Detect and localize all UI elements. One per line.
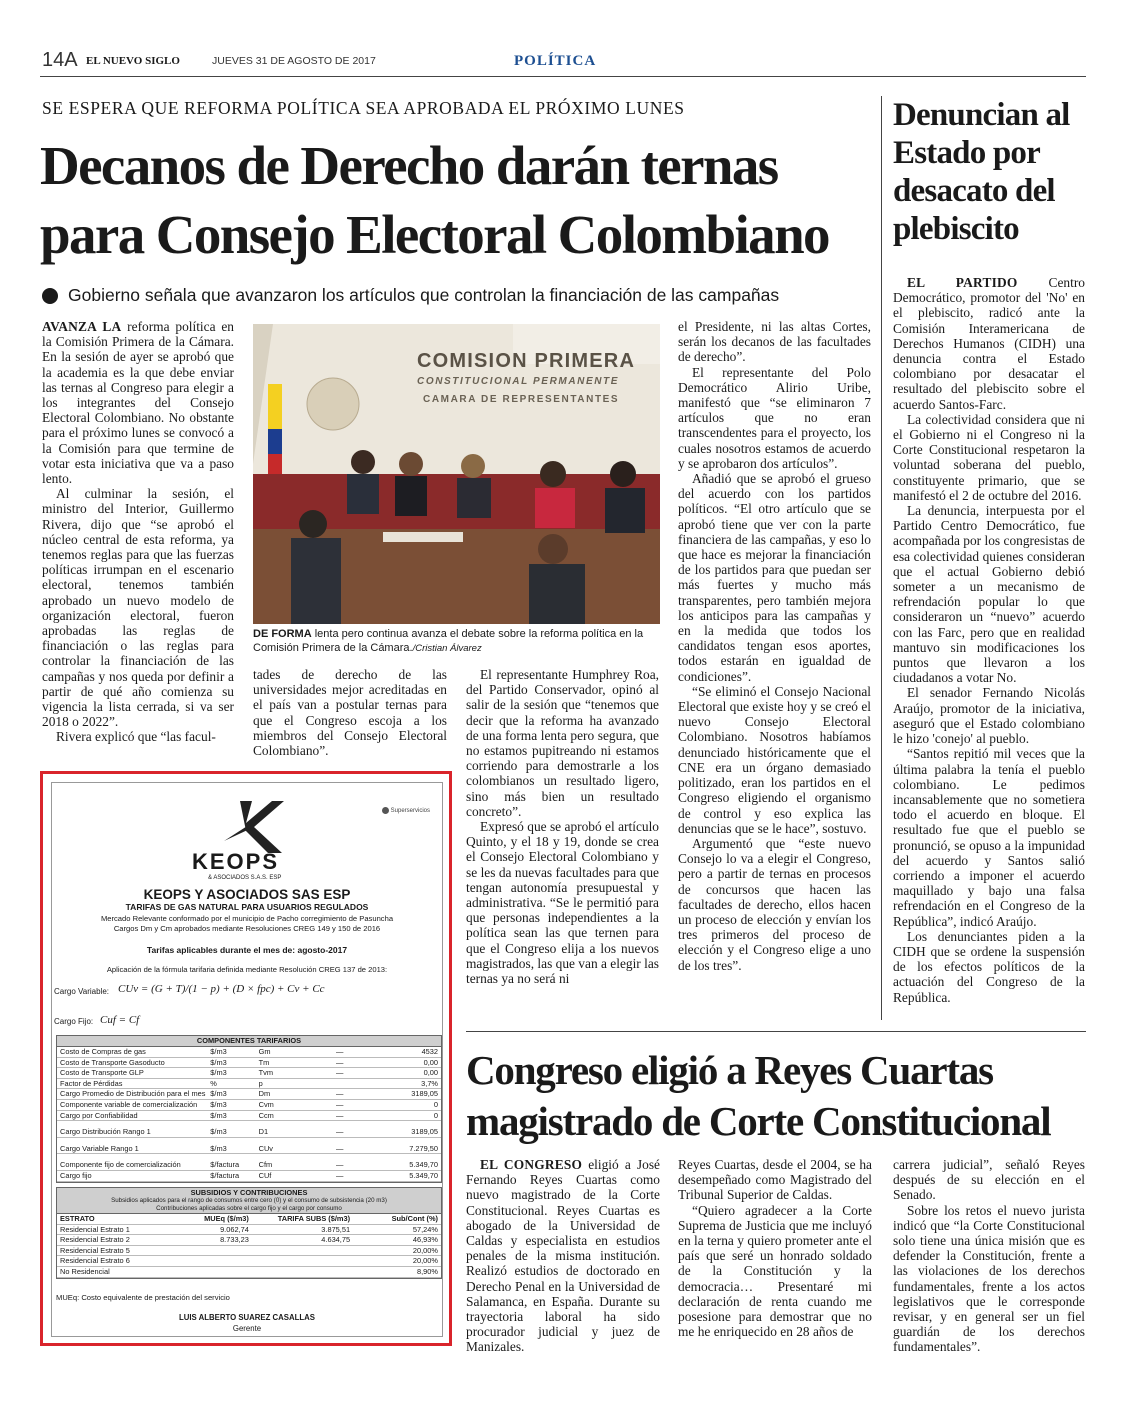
subsidies-cell: [154, 1267, 251, 1277]
component-val: 0,00: [423, 1057, 439, 1067]
caption-lead: DE FORMA: [253, 628, 312, 640]
ad-formula-note: Aplicación de la fórmula tarifaria definida mediante Resolución CREG 137 de 2013:: [106, 965, 388, 974]
second-story-rule: [466, 1031, 1086, 1032]
photo-wall-title: COMISION PRIMERA: [417, 350, 636, 372]
component-dash: —: [335, 1110, 344, 1120]
component-dash: —: [335, 1068, 344, 1078]
second-headline-line-1: Congreso eligió a Reyes Cuartas: [466, 1047, 993, 1093]
keops-brand: KEOPS: [192, 849, 280, 874]
photo-credit: /Cristian Álvarez: [412, 643, 482, 654]
subsidies-table: [56, 1187, 442, 1279]
superservicios-icon: [382, 807, 389, 814]
component-val: 5.349,70: [409, 1170, 439, 1180]
component-sym: Tvm: [258, 1068, 273, 1078]
cargo-fijo-label: Cargo Fijo:: [54, 1017, 94, 1026]
ad-subtitle: TARIFAS DE GAS NATURAL PARA USUARIOS REGULADOS: [125, 902, 369, 912]
component-unit: $/m3: [210, 1110, 227, 1120]
subsidies-column-header: MUEq ($/m3): [204, 1214, 249, 1223]
component-row: [57, 1111, 441, 1122]
subsidies-row: [57, 1246, 441, 1257]
component-name: Factor de Pérdidas: [60, 1078, 123, 1088]
component-name: Cargo Promedio de Distribución para el mes: [60, 1089, 206, 1099]
component-unit: $/m3: [210, 1143, 227, 1153]
components-header: COMPONENTES TARIFARIOS: [57, 1036, 441, 1047]
main-headline-line-2: para Consejo Electoral Colombiano: [40, 204, 829, 265]
ad-signer: LUIS ALBERTO SUAREZ CASALLAS: [178, 1313, 315, 1322]
subsidies-cell: Residencial Estrato 5: [60, 1245, 130, 1255]
component-val: 0,00: [423, 1068, 439, 1078]
photo-wall-line-2: CONSTITUCIONAL PERMANENTE: [417, 376, 620, 387]
subsidies-rows: [57, 1225, 441, 1278]
component-row: [57, 1127, 441, 1138]
component-val: 3189,05: [411, 1089, 439, 1099]
component-name: Costo de Compras de gas: [60, 1047, 146, 1056]
cargo-fijo-formula: Cuf = Cf: [100, 1014, 140, 1026]
component-sym: p: [258, 1078, 263, 1088]
component-name: Componente fijo de comercialización: [60, 1160, 181, 1170]
page-number: 14A: [42, 49, 78, 71]
component-unit: %: [210, 1078, 217, 1088]
component-sym: Cfm: [258, 1160, 273, 1170]
component-name: Componente variable de comercialización: [60, 1099, 198, 1109]
component-unit: $/m3: [210, 1099, 227, 1109]
superservicios-badge: Superservicios: [382, 807, 430, 814]
component-name: Cargo fijo: [60, 1170, 92, 1180]
component-name: Cargo Variable Rango 1: [60, 1143, 139, 1153]
subsidies-cell: 20,00%: [412, 1245, 438, 1255]
cargo-variable-label: Cargo Variable:: [54, 987, 109, 996]
paper-name: EL NUEVO SIGLO: [86, 55, 180, 67]
subsidies-cell: 57,24%: [412, 1224, 438, 1234]
subsidies-cell: 20,00%: [412, 1256, 438, 1266]
component-row: [57, 1160, 441, 1171]
second-column-3: carrera judicial”, señaló Reyes después de su elección en el Senado. Sobre los retos el nuevo jurista indicó que “la Corte Constitucional solo tiene una única misión que es defender la Constitución, frente a las violaciones de los derechos fundamentales, frente a los actos legislativos que le corresponde revisar, y en general ser un fiel guardián de los derechos fundamentales”.: [893, 1157, 1085, 1355]
component-unit: $/m3: [210, 1057, 227, 1067]
component-sym: Cvm: [258, 1099, 274, 1109]
photo-caption: [253, 627, 658, 656]
subsidies-cell: Residencial Estrato 2: [60, 1235, 130, 1245]
component-row: [57, 1058, 441, 1069]
component-sym: Gm: [258, 1047, 271, 1056]
subsidies-cell: No Residencial: [60, 1266, 110, 1276]
keops-brand-sub: & ASOCIADOS S.A.S. ESP: [208, 875, 282, 881]
component-sym: Tm: [258, 1057, 270, 1067]
subsidies-cell: 8.733,23: [220, 1235, 249, 1245]
subsidies-cell: [252, 1256, 353, 1266]
main-column-1: AVANZA LA reforma política en la Comisión Primera de la Cámara. En la sesión de ayer se aprobó que la academia es la que debe enviar las ternas al Congreso para elegir a los integrantes del Consejo Electoral Colombiano. No obstante para el próximo lunes se convocó a la Comisión para que termine de votar esta iniciativa que va a paso lento. Al culminar la sesión, el ministro del Interior, Guillermo Rivera, dijo que “se aprobó el núcleo central de esta reforma, ya tenemos reglas para que las fuerzas políticas irrumpan en el escenario electoral, tenemos también aprobado un nuevo modelo de organización electoral, fueron aprobadas las reglas de financiación o las reglas para controlar la financiación de las campañas y nos queda por definir a partir de qué año comienza su vigencia la lista cerrada, si va ser 2018 o 2022”. Rivera explicó que “las facul-: [42, 319, 234, 745]
keops-logo-icon: [200, 797, 300, 857]
component-sym: D1: [258, 1127, 269, 1137]
ad-signer-title: Gerente: [232, 1324, 262, 1333]
component-row: [57, 1079, 441, 1090]
ad-title: KEOPS Y ASOCIADOS SAS ESP: [143, 887, 351, 902]
ad-line-2: Cargos Dm y Cm aprobados mediante Resoluciones CREG 149 y 150 de 2016: [113, 924, 381, 933]
header-rule: [40, 76, 1086, 77]
component-dash: —: [335, 1089, 344, 1099]
subsidies-row: [57, 1225, 441, 1236]
component-dash: —: [335, 1099, 344, 1109]
keops-ad: [40, 771, 452, 1346]
component-unit: $/m3: [210, 1089, 227, 1099]
subsidies-row: [57, 1267, 441, 1278]
component-val: 4532: [421, 1047, 439, 1056]
subsidies-cell: Residencial Estrato 6: [60, 1256, 130, 1266]
component-row: [57, 1047, 441, 1058]
subsidies-row: [57, 1256, 441, 1267]
component-name: Costo de Transporte GLP: [60, 1068, 144, 1078]
photo-wall-line-3: CAMARA DE REPRESENTANTES: [423, 394, 620, 405]
subsidies-cell: [252, 1246, 353, 1256]
ad-footnote: MUEq: Costo equivalente de prestación del servicio: [56, 1293, 230, 1302]
component-dash: —: [335, 1127, 344, 1137]
side-body: EL PARTIDO Centro Democrático, promotor del 'No' en el plebiscito, radicó ante la Comisión Interamericana de Derechos Humanos (CIDH) una denuncia contra el Estado colombiano por desacatar el resultado del plebiscito sobre el acuerdo Santos-Farc. La colectividad considera que ni el Gobierno ni el Congreso ni la Corte Constitucional respetaron la voluntad soberana del pueblo, constituyente primario, que se manifestó el 2 de octubre del 2016. La denuncia, interpuesta por el Partido Centro Democrático, fue acompañada por los congresistas de esa colectividad quienes consideran que el actual Gobierno debió someter a un mecanismo de refrendación popular lo que consideraron un “nuevo” acuerdo con las Farc, pero que en realidad mantuvo sin modificaciones los puntos que llevaron a los ciudadanos a votar No. El senador Fernando Nicolás Araújo, promotor de la iniciativa, aseguró que el Estado colombiano le hizo 'conejo' al pueblo. “Santos repitió mil veces que la última palabra la tenía el pueblo colombiano. Le pedimos incansablemente que no sometiera todo el acuerdo en bloque. El resultado fue que el pueblo se pronunció, se opuso a la impunidad del acuerdo y Santos salió corriendo a imponer el acuerdo maquillado y bajo una falsa refrendación en el Congreso de la República”, indicó Araújo. Los denunciantes piden a la CIDH que se ordene la suspensión de los efectos políticos de la actuación del Congreso de la República.: [893, 275, 1085, 1005]
component-val: 5.349,70: [409, 1160, 439, 1170]
second-headline-line-2: magistrado de Corte Constitucional: [466, 1098, 1051, 1144]
subsidies-column-header: ESTRATO: [60, 1214, 95, 1223]
component-unit: $/factura: [210, 1160, 240, 1170]
component-unit: $/m3: [210, 1127, 227, 1137]
second-column-2: Reyes Cuartas, desde el 2004, se ha desempeñado como Magistrado del Tribunal Superior de Caldas. “Quiero agradecer a la Corte Suprema de Justicia que me incluyó en la terna y quiero prometer ante el país que seré un honrado soldado de la Constitución y la democracia… Presentaré mi declaración de renta cuando me posesione para demostrar que no me he enriquecido en 28 años de: [678, 1157, 872, 1340]
ad-period: Tarifas aplicables durante el mes de: agosto-2017: [146, 945, 348, 955]
components-rows: [57, 1047, 441, 1182]
subsidies-column-header: Sub/Cont (%): [391, 1214, 438, 1223]
component-unit: $/m3: [210, 1068, 227, 1078]
subsidies-cell: [154, 1246, 251, 1256]
subsidies-cell: [154, 1256, 251, 1266]
subsidies-cell: 8,90%: [417, 1266, 438, 1276]
component-dash: —: [335, 1170, 344, 1180]
page-header: [40, 46, 1086, 76]
bullet-icon: [42, 288, 58, 304]
sidebar-divider: [881, 96, 882, 1020]
subsidies-note-1: Subsidios aplicados para el rango de consumos entre cero (0) y el consumo de subsistencia (20 m3): [57, 1197, 441, 1205]
subsidies-column-headers: [57, 1214, 441, 1225]
cargo-variable-formula: CUv = (G + T)/(1 − p) + (D × fpc) + Cv + Cc: [118, 983, 325, 995]
main-headline-line-1: Decanos de Derecho darán ternas: [40, 135, 778, 196]
component-name: Cargo por Confiabilidad: [60, 1110, 138, 1120]
subhead-text: Gobierno señala que avanzaron los artículos que controlan la financiación de las campañas: [68, 285, 780, 305]
components-table: [56, 1035, 442, 1183]
component-row: [57, 1089, 441, 1100]
section-label: POLÍTICA: [514, 53, 597, 69]
component-dash: —: [335, 1143, 344, 1153]
component-sym: Ccm: [258, 1110, 274, 1120]
second-column-1: EL CONGRESO eligió a José Fernando Reyes Cuartas como nuevo magistrado de la Corte Constitucional. Reyes Cuartas es abogado de la Universidad de Caldas y especialista en estudios penales de la misma institución. Realizó estudios de doctorado en Derecho Penal en la Universidad de Salamanca, en España. Durante su trayectoria laboral ha sido procurador judicial y juez de Manizales.: [466, 1157, 660, 1355]
component-val: 0: [433, 1099, 439, 1109]
component-sym: CUf: [258, 1170, 272, 1180]
session-photo: [253, 324, 660, 624]
issue-date: JUEVES 31 DE AGOSTO DE 2017: [212, 55, 376, 67]
subsidies-note-2: Contribuciones aplicadas sobre el cargo fijo y el cargo por consumo: [57, 1205, 441, 1214]
caption-text: lenta pero continua avanza el debate sobre la reforma política en la Comisión Primera de la Cámara.: [253, 628, 644, 654]
component-dash: —: [335, 1057, 344, 1067]
component-row: [57, 1171, 441, 1182]
subsidies-row: [57, 1235, 441, 1246]
subsidies-column-header: TARIFA SUBS ($/m3): [277, 1214, 351, 1223]
component-row: [57, 1100, 441, 1111]
component-dash: [317, 1079, 361, 1089]
ad-line-1: Mercado Relevante conformado por el municipio de Pacho corregimiento de Pasuncha: [100, 914, 394, 923]
subsidies-cell: 9.062,74: [220, 1224, 249, 1234]
component-unit: $/m3: [210, 1047, 227, 1056]
component-row: [57, 1144, 441, 1155]
component-val: 3,7%: [421, 1078, 439, 1088]
side-headline: Denuncian al Estado por desacato del plebiscito: [893, 97, 1070, 247]
component-val: 7.279,50: [409, 1143, 439, 1153]
subsidies-cell: [252, 1267, 353, 1277]
ad-inner: [51, 782, 443, 1337]
subsidies-cell: 3.875,51: [321, 1224, 351, 1234]
component-row: [57, 1068, 441, 1079]
main-column-3: El representante Humphrey Roa, del Partido Conservador, opinó al salir de la sesión que “tenemos que decir que la reforma ha avanzado de una forma lenta pero segura, que no estamos pupitreando ni estamos corriendo para demostrarle a los colombianos un resultado ligero, sino más bien un resultado concreto”. Expresó que se aprobó el artículo Quinto, y el 18 y 19, donde se crea el Consejo Electoral Colombiano y se les da nuevas facultades para que tengan autonomía presupuestal y administrativa. “Se le permitió para que personas independientes a la política sean las que ternen para que el Congreso elija a los nuevos magistrados, las que van a elegir las ternas ya no será ni: [466, 667, 659, 987]
subsidies-cell: 4.634,75: [321, 1235, 351, 1245]
subsidies-cell: Residencial Estrato 1: [60, 1224, 130, 1234]
component-val: 3189,05: [411, 1127, 439, 1137]
subsidies-cell: 46,93%: [412, 1235, 438, 1245]
lead-in: AVANZA LA: [42, 319, 122, 334]
component-name: Cargo Distribución Rango 1: [60, 1127, 151, 1137]
component-dash: —: [335, 1047, 344, 1056]
component-name: Costo de Transporte Gasoducto: [60, 1057, 165, 1067]
kicker: SE ESPERA QUE REFORMA POLÍTICA SEA APROBADA EL PRÓXIMO LUNES: [42, 98, 685, 118]
main-column-2: tades de derecho de las universidades mejor acreditadas en el país van a postular ternas para que el Congreso escoja a los miembros del Consejo Electoral Colombiano”.: [253, 667, 447, 759]
component-dash: —: [335, 1160, 344, 1170]
main-column-4: el Presidente, ni las altas Cortes, serán los decanos de las facultades de derecho”. El representante del Polo Democrático Alirio Uribe, manifestó que “se eliminaron 7 artículos que no eran transcendentes para el proyecto, los cuales nosotros estamos de acuerdo y se aprobaron dos artículos”. Añadió que se aprobó el grueso del acuerdo con los partidos políticos. “El otro artículo que se aprobó tiene que ver con la parte financiera de las campañas, y eso lo que hace es mejorar la financiación de los partidos para que puedan ser más fuertes y mucho más transparentes, pero también mejora los anticipos para las campañas y en la medida que todos los candidatos tengan esos aportes, todos estarán en igualdad de condiciones”. “Se eliminó el Consejo Nacional Electoral que existe hoy y se creó el nuevo Consejo Electoral Colombiano. Nosotros habíamos denunciado históricamente que el CNE era un órgano demasiado politizado, eran los partidos en el Congreso eligiendo el organismo de control y eso explica las denuncias que se le hace”, sostuvo. Argumentó que “este nuevo Consejo lo va a elegir el Congreso, pero a partir de ternas en procesos de concursos que hacen las facultades de derecho, ellos hacen un proceso de elección y envían los tres primeros del proceso de elección y el Congreso elige a uno de los tres”.: [678, 319, 871, 973]
component-val: 0: [433, 1110, 439, 1120]
component-sym: CUv: [258, 1143, 273, 1153]
component-unit: $/factura: [210, 1170, 240, 1180]
component-sym: Dm: [258, 1089, 271, 1099]
subsidies-header: SUBSIDIOS Y CONTRIBUCIONES: [57, 1188, 441, 1197]
